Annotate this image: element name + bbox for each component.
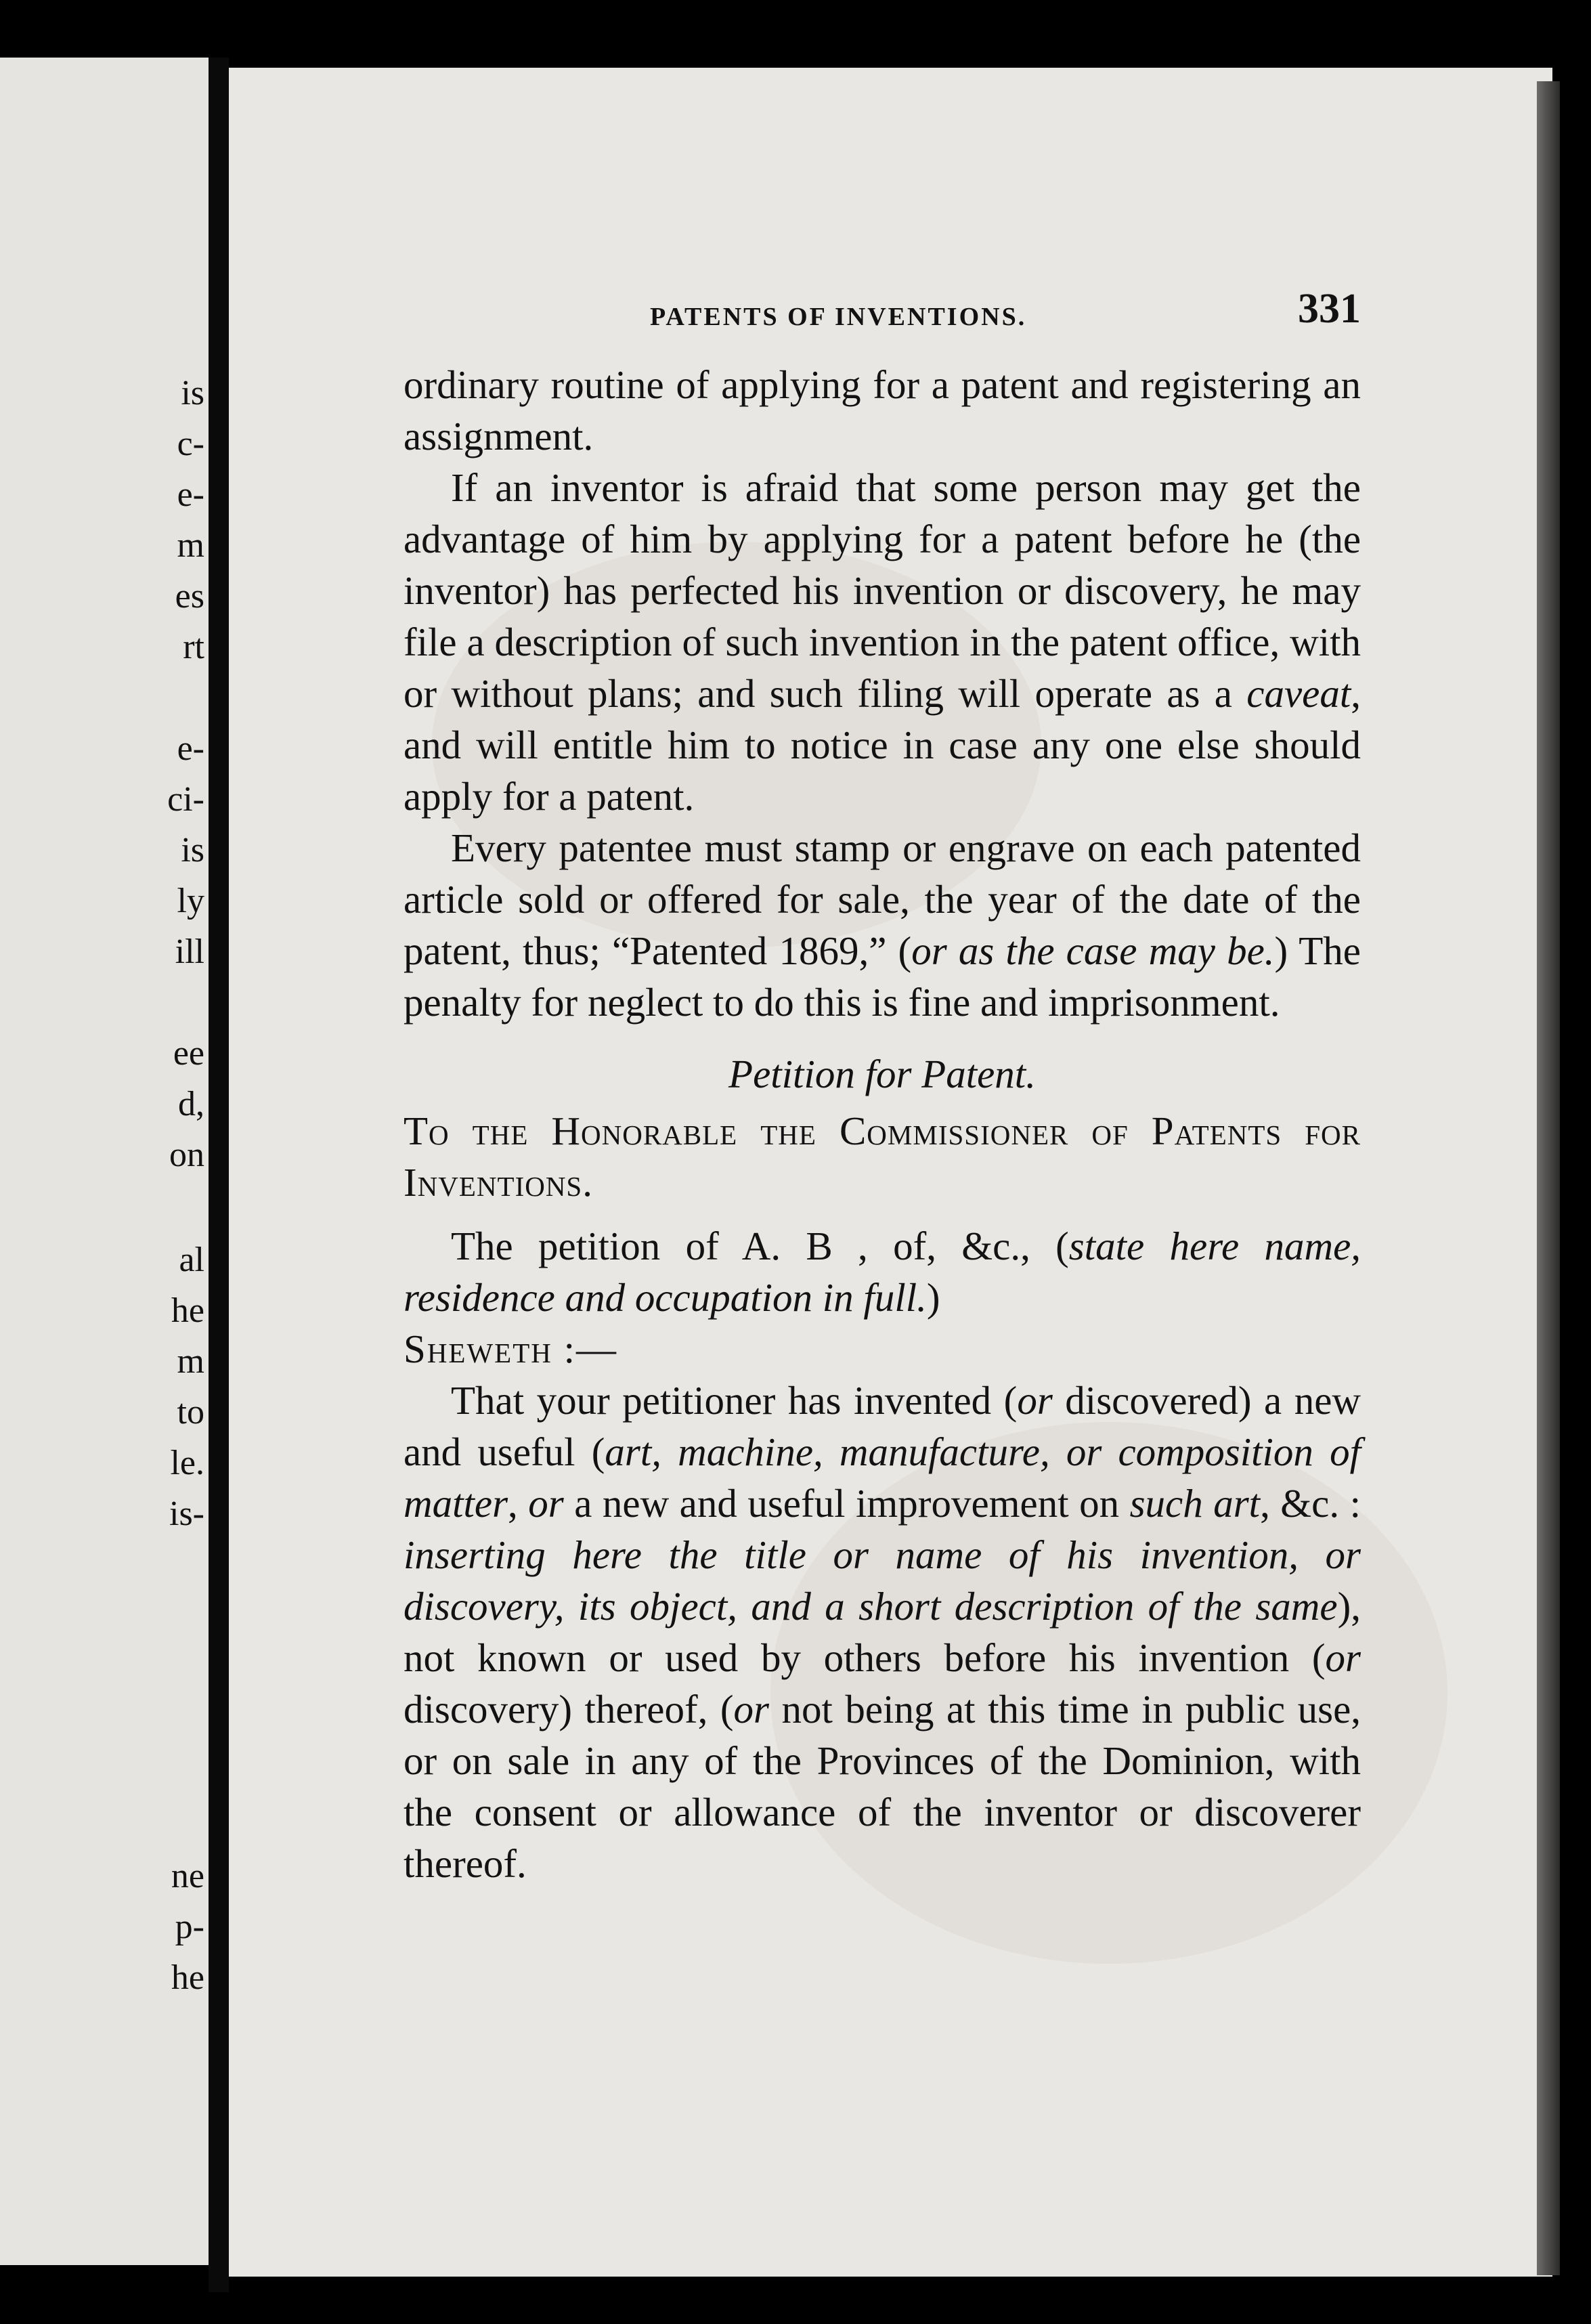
left-fragment: on	[169, 1136, 204, 1174]
left-fragment: le.	[170, 1444, 204, 1482]
italic-term: art, machine, manufacture, or composition of matter	[404, 1429, 1361, 1526]
paragraph-continuation: ordinary routine of applying for a patent and registering an assignment.	[404, 362, 1361, 458]
left-fragment: is	[181, 374, 204, 412]
italic-term: such art	[1129, 1481, 1261, 1526]
page-text	[404, 284, 1361, 1889]
italic-instruction: state here name, residence and occupation in full.	[404, 1224, 1361, 1320]
paragraph-text: ), not known or used by others before his invention (	[404, 1584, 1361, 1680]
italic-term: or	[1325, 1635, 1361, 1680]
left-fragment: is-	[169, 1494, 204, 1533]
left-facing-page	[0, 58, 209, 2265]
petition-intro	[404, 1220, 1361, 1323]
paragraph-text: The petition of A. B , of, &c., (	[451, 1224, 1069, 1268]
left-fragment: m	[177, 1342, 204, 1381]
left-fragment: to	[177, 1393, 204, 1432]
paragraph-text: )	[926, 1275, 940, 1320]
address-text: To the Honorable the Commissioner of Patents for Inventions.	[404, 1109, 1361, 1205]
left-fragment: ne	[171, 1857, 204, 1895]
left-fragment: ly	[177, 882, 204, 920]
left-fragment: es	[175, 577, 204, 616]
left-fragment: p-	[175, 1908, 204, 1946]
gutter-shadow	[209, 58, 229, 2292]
page-number: 331	[1298, 286, 1361, 332]
left-fragment: rt	[183, 628, 204, 666]
left-fragment: he	[171, 1291, 204, 1330]
left-fragment: c-	[177, 425, 204, 463]
italic-term: caveat	[1246, 671, 1351, 716]
italic-term: or	[528, 1481, 564, 1526]
paragraph-text: ,	[508, 1481, 529, 1526]
section-heading: Petition for Patent.	[728, 1052, 1036, 1096]
paragraph-text: ) The penalty for neglect to do this is fine and imprisonment.	[404, 928, 1361, 1025]
left-fragment: e-	[177, 475, 204, 514]
left-fragment: ill	[175, 932, 204, 971]
paragraph-text: , and will entitle him to notice in case any one else should apply for a patent.	[404, 671, 1361, 819]
paragraph-caveat	[404, 462, 1361, 822]
italic-term: or as the case may be.	[911, 928, 1275, 973]
paragraph-text: not being at this time in public use, or on sale in any of the Provinces of the Dominion, with the consent or allowance of the inventor or discoverer thereof.	[404, 1687, 1361, 1886]
paragraph-text: That your petitioner has invented (	[451, 1378, 1018, 1423]
paragraph-text: , &c. :	[1260, 1481, 1361, 1526]
left-fragment: he	[171, 1958, 204, 1997]
paragraph-text: discovered) a new and useful (	[404, 1378, 1361, 1474]
paragraph-stamping	[404, 822, 1361, 1028]
paragraph-text: If an inventor is afraid that some person may get the advantage of him by applying for a patent before he (the inventor) has perfected his invention or discovery, he may file a description of such invention in the patent office, with or without plans; and such filing will operate as a	[404, 465, 1361, 716]
italic-instruction: inserting here the title or name of his invention, or discovery, its object, and a short description of the same	[404, 1532, 1361, 1629]
left-fragment: e-	[177, 729, 204, 768]
running-head	[404, 284, 1361, 345]
left-fragment: ee	[173, 1034, 204, 1073]
left-fragment: m	[177, 526, 204, 565]
left-fragment: d,	[178, 1085, 204, 1123]
left-fragment: is	[181, 831, 204, 869]
paragraph-text: discovery) thereof, (	[404, 1687, 734, 1731]
paragraph-text: Every patentee must stamp or engrave on each patented article sold or offered for sale, the year of the date of the patent, thus; “Patented 1869,” (	[404, 825, 1361, 973]
paragraph-text: a new and useful improvement on	[563, 1481, 1130, 1526]
left-fragment: al	[179, 1241, 204, 1279]
petition-address	[404, 1105, 1361, 1208]
petition-body	[404, 1375, 1361, 1889]
italic-term: or	[1017, 1378, 1053, 1423]
running-head-title: PATENTS OF INVENTIONS.	[650, 303, 1027, 331]
left-fragment: ci-	[167, 780, 204, 819]
italic-term: or	[733, 1687, 769, 1731]
page-edge-shadow	[1537, 81, 1560, 2275]
sheweth-label: Sheweth :—	[404, 1327, 618, 1371]
